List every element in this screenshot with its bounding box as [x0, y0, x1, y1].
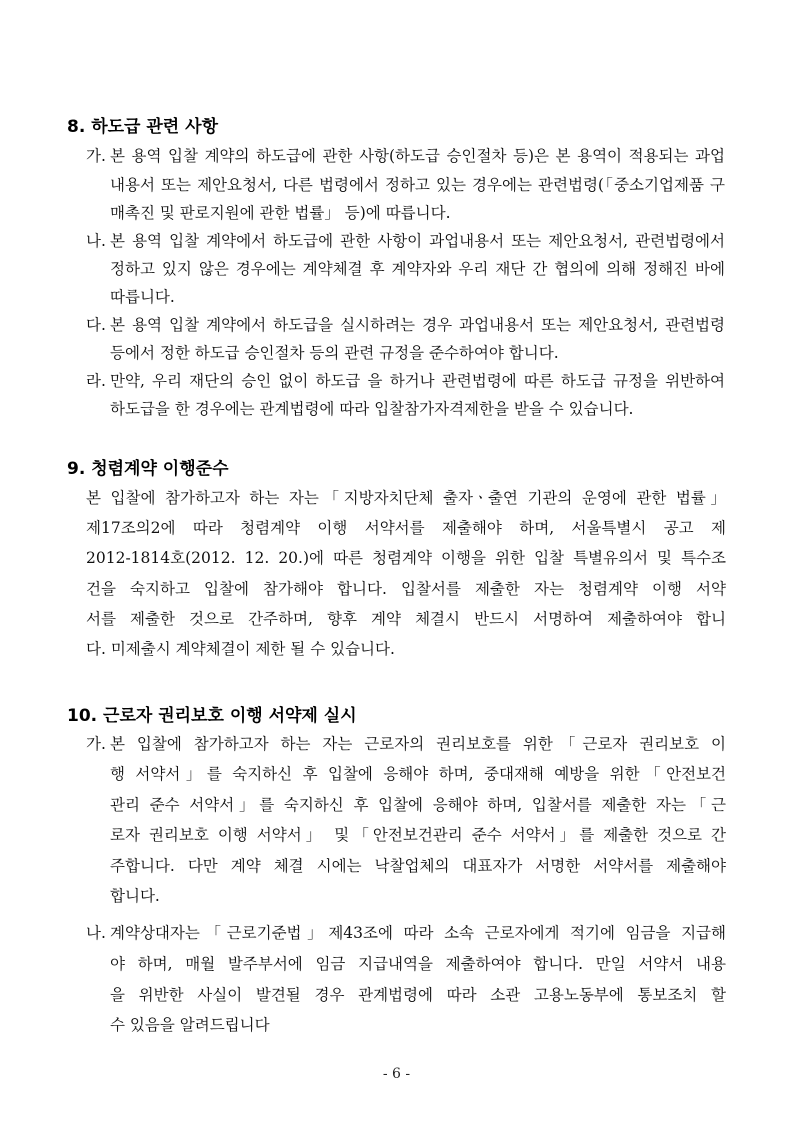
- item-line: 행 서약서」를 숙지하신 후 입찰에 응해야 하며, 중대재해 예방을 위한「안전보건: [110, 765, 726, 783]
- item-marker: 가.: [86, 147, 106, 165]
- item-line: 야 하며, 매월 발주부서에 임금 지급내역을 제출하여야 합니다. 만일 서약서 내용: [110, 955, 726, 973]
- item-line: 하도급을 한 경우에는 관계법령에 따라 입찰참가자격제한을 받을 수 있습니다.: [110, 400, 634, 418]
- item-line: 주합니다. 다만 계약 체결 시에는 낙찰업체의 대표자가 서명한 서약서를 제출해야: [110, 857, 726, 875]
- item-line: 계약상대자는「근로기준법」제43조에 따라 소속 근로자에게 적기에 임금을 지급해: [110, 924, 726, 942]
- item-marker: 나.: [86, 232, 106, 250]
- item-line: 합니다.: [110, 887, 160, 905]
- paragraph-line: 본 입찰에 참가하고자 하는 자는「지방자치단체 출자ㆍ출연 기관의 운영에 관한 법률」: [86, 489, 726, 507]
- item-marker: 라.: [86, 372, 106, 390]
- item-line: 따릅니다.: [110, 288, 175, 306]
- item-line: 만약, 우리 재단의 승인 없이 하도급 을 하거나 관련법령에 따른 하도급 규정을 위반하여: [110, 372, 725, 390]
- paragraph-line: 서를 제출한 것으로 간주하며, 향후 계약 체결시 반드시 서명하여 제출하여야 합니: [86, 610, 726, 628]
- item-line: 본 입찰에 참가하고자 하는 자는 근로자의 권리보호를 위한「근로자 권리보호 이: [110, 735, 726, 753]
- section-10-heading: 10. 근로자 권리보호 이행 서약제 실시: [67, 706, 357, 726]
- page-number: - 6 -: [382, 1066, 411, 1082]
- item-line: 본 용역 입찰 계약에서 하도급에 관한 사항이 과업내용서 또는 제안요청서, 관련법령에서: [110, 232, 725, 250]
- section-9-heading: 9. 청렴계약 이행준수: [67, 459, 229, 479]
- item-line: 등에서 정한 하도급 승인절차 등의 관련 규정을 준수하여야 합니다.: [110, 344, 559, 362]
- item-line: 을 위반한 사실이 발견될 경우 관계법령에 따라 소관 고용노동부에 통보조치 할: [110, 986, 726, 1004]
- item-marker: 나.: [86, 924, 106, 942]
- item-line: 본 용역 입찰 계약에서 하도급을 실시하려는 경우 과업내용서 또는 제안요청서, 관련법령: [110, 316, 725, 334]
- item-line: 매촉진 및 판로지원에 관한 법률」 등)에 따릅니다.: [110, 204, 451, 222]
- item-line: 로자 권리보호 이행 서약서」 및「안전보건관리 준수 서약서」를 제출한 것으로 간: [110, 826, 726, 844]
- item-line: 관리 준수 서약서」를 숙지하신 후 입찰에 응해야 하며, 입찰서를 제출한 자는「근: [110, 796, 726, 814]
- paragraph-line: 2012-1814호(2012. 12. 20.)에 따른 청렴계약 이행을 위한 입찰 특별유의서 및 특수조: [86, 549, 726, 567]
- item-marker: 가.: [86, 735, 106, 753]
- section-8-heading: 8. 하도급 관련 사항: [67, 117, 218, 137]
- item-line: 수 있음을 알려드립니다: [110, 1016, 270, 1034]
- paragraph-line: 제17조의2에 따라 청렴계약 이행 서약서를 제출해야 하며, 서울특별시 공고 제: [86, 519, 726, 537]
- paragraph-line: 건을 숙지하고 입찰에 참가해야 합니다. 입찰서를 제출한 자는 청렴계약 이행 서약: [86, 580, 726, 598]
- item-line: 내용서 또는 제안요청서, 다른 법령에서 정하고 있는 경우에는 관련법령(「중소기업제품 구: [110, 176, 725, 194]
- item-line: 정하고 있지 않은 경우에는 계약체결 후 계약자와 우리 재단 간 협의에 의해 정해진 바에: [110, 260, 725, 278]
- item-line: 본 용역 입찰 계약의 하도급에 관한 사항(하도급 승인절차 등)은 본 용역이 적용되는 과업: [110, 147, 725, 165]
- paragraph-line: 다. 미제출시 계약체결이 제한 될 수 있습니다.: [86, 640, 395, 658]
- item-marker: 다.: [86, 316, 106, 334]
